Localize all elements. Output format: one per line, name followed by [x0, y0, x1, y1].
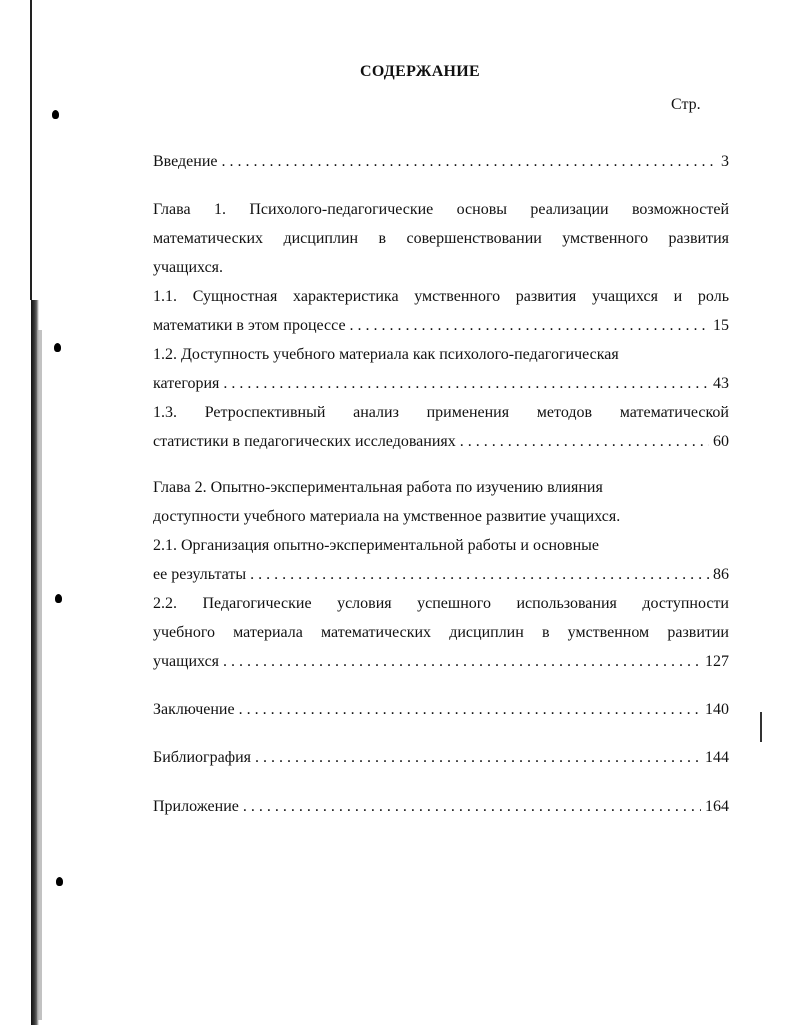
toc-entry-label: Библиография	[153, 749, 251, 766]
section-2-1-line: 2.1. Организация опытно-экспериментальной работы и основные	[153, 537, 600, 554]
toc-entry-label: математики в этом процессе	[153, 317, 346, 334]
binding-hole-mark	[52, 110, 59, 119]
toc-page-number: 3	[721, 153, 729, 170]
toc-entry-appendix[interactable]	[153, 796, 729, 818]
toc-leader-dots	[460, 431, 709, 453]
section-1-2-line: 1.2. Доступность учебного материала как психолого-педагогическая	[153, 346, 619, 363]
toc-entry-bibliography[interactable]	[153, 747, 729, 769]
scan-mark	[760, 712, 762, 742]
toc-entry-label: учащихся	[153, 653, 220, 670]
toc-entry-2-1[interactable]	[153, 564, 729, 586]
section-1-3-line: 1.3. Ретроспективный анализ применения методов математической	[153, 404, 729, 421]
section-1-1-line: 1.1. Сущностная характеристика умственного развития учащихся и роль	[153, 288, 729, 305]
binding-hole-mark	[56, 877, 63, 886]
toc-page-number: 144	[705, 749, 729, 766]
toc-leader-dots	[255, 747, 701, 769]
chapter-2-heading-line: Глава 2. Опытно-экспериментальная работа по изучению влияния	[153, 479, 603, 496]
toc-leader-dots	[243, 796, 701, 818]
toc-entry-2-2[interactable]	[153, 651, 729, 673]
toc-entry-1-2[interactable]	[153, 373, 729, 395]
chapter-2-heading-line: доступности учебного материала на умственное развитие учащихся.	[153, 508, 621, 525]
section-2-2-line: 2.2. Педагогические условия успешного использования доступности	[153, 595, 729, 612]
chapter-1-heading-line: Глава 1. Психолого-педагогические основы реализации возможностей	[153, 201, 729, 218]
toc-leader-dots	[250, 564, 709, 586]
chapter-1-heading-line: математических дисциплин в совершенствовании умственного развития	[153, 230, 729, 247]
toc-page-number: 164	[705, 798, 729, 815]
toc-entry-label: категория	[153, 375, 220, 392]
toc-leader-dots	[350, 315, 709, 337]
toc-entry-label: Заключение	[153, 701, 235, 718]
toc-entry-label: Приложение	[153, 798, 239, 815]
scan-edge-line	[30, 0, 32, 300]
toc-leader-dots	[223, 651, 701, 673]
toc-page-number: 60	[713, 433, 729, 450]
page-column-header: Стр.	[671, 96, 701, 113]
binding-hole-mark	[55, 594, 62, 603]
toc-leader-dots	[223, 373, 709, 395]
toc-entry-label: Введение	[153, 153, 218, 170]
chapter-1-heading-line: учащихся.	[153, 259, 224, 276]
toc-entry-conclusion[interactable]	[153, 699, 729, 721]
toc-page-number: 86	[713, 566, 729, 583]
toc-entry-1-3[interactable]	[153, 431, 729, 453]
toc-entry-label: ее результаты	[153, 566, 247, 583]
toc-page-number: 140	[705, 701, 729, 718]
toc-entry-intro[interactable]	[153, 151, 729, 173]
toc-entry-label: статистики в педагогических исследованиях	[153, 433, 456, 450]
toc-leader-dots	[222, 151, 718, 173]
binding-hole-mark	[54, 343, 61, 352]
toc-entry-1-1[interactable]	[153, 315, 729, 337]
toc-leader-dots	[239, 699, 701, 721]
scan-edge-shadow	[38, 330, 42, 1020]
section-2-2-line: учебного материала математических дисциплин в умственном развитии	[153, 624, 729, 641]
toc-page-number: 15	[713, 317, 729, 334]
toc-page-number: 43	[713, 375, 729, 392]
toc-page-number: 127	[705, 653, 729, 670]
page-title: СОДЕРЖАНИЕ	[359, 63, 481, 80]
